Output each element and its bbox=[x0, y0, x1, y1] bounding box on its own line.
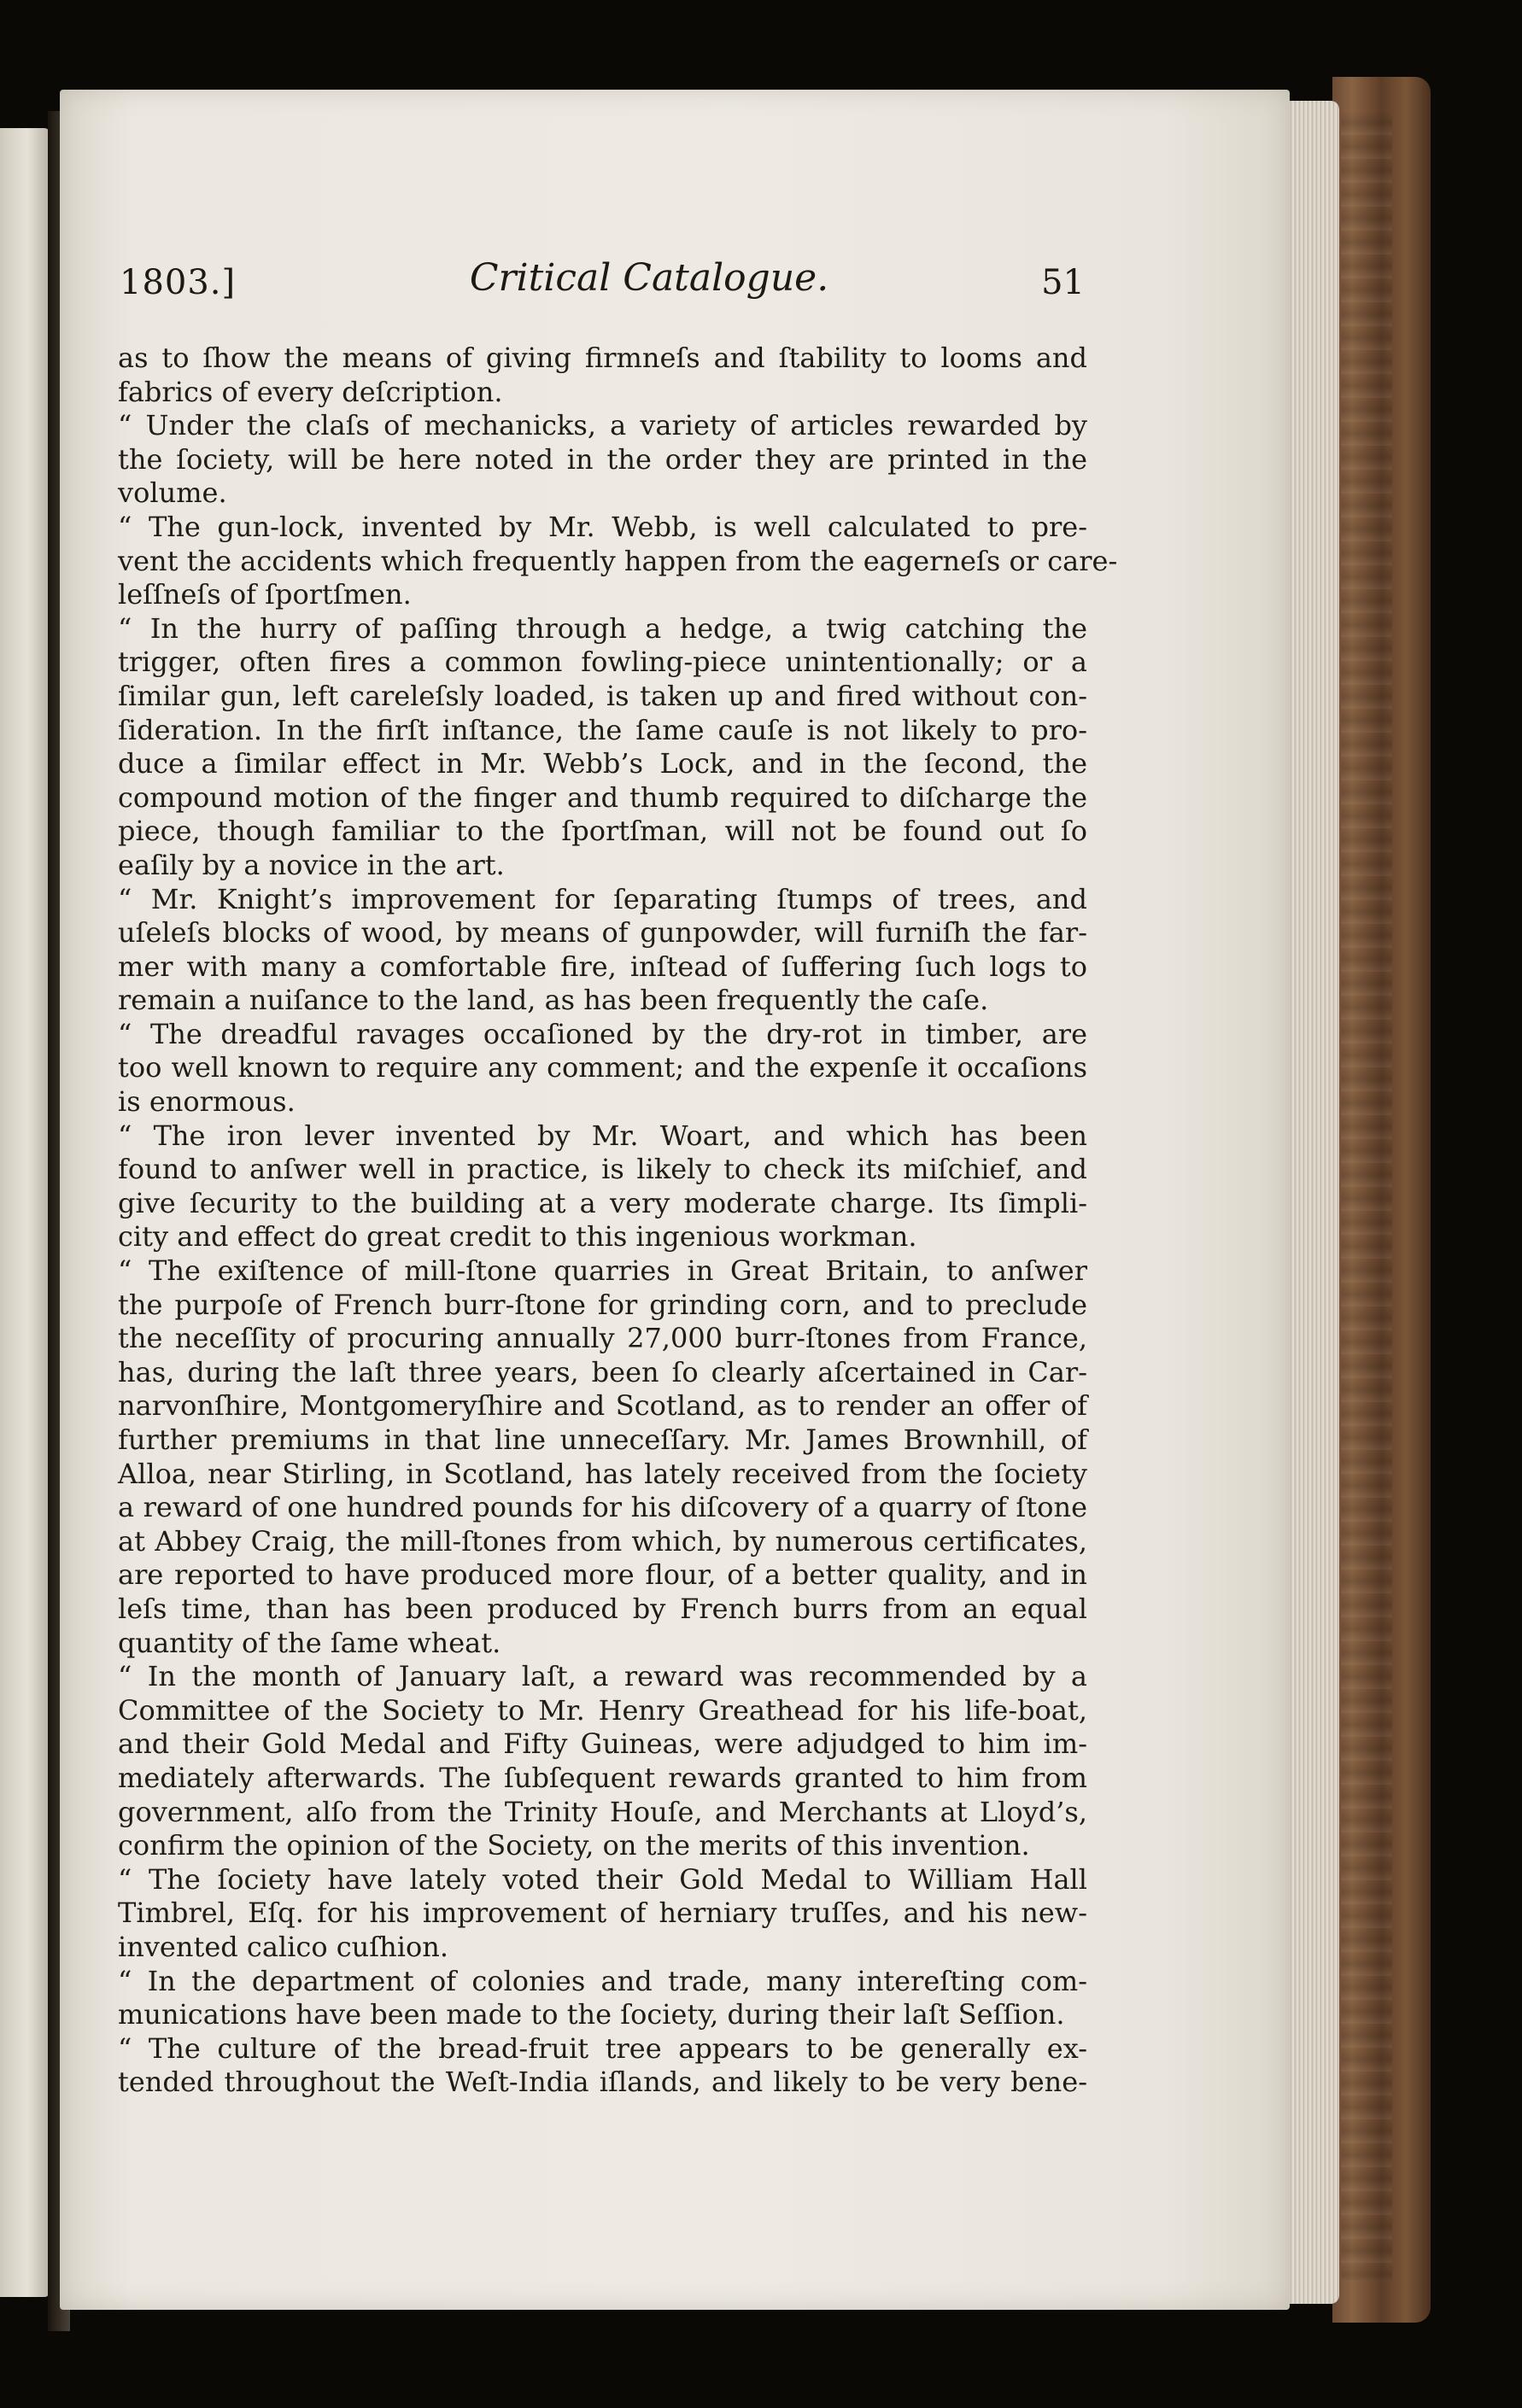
text-line: found to anſwer well in practice, is likely to check its miſchief, and bbox=[118, 1153, 1087, 1186]
text-line: government, alſo from the Trinity Houſe, and Merchants at Lloyd’s, bbox=[118, 1795, 1087, 1828]
text-line: invented calico cuſhion. bbox=[118, 1930, 449, 1963]
text-line: ſideration. In the firſt inſtance, the ſame cauſe is not likely to pro- bbox=[118, 713, 1087, 746]
text-line: volume. bbox=[118, 476, 227, 510]
text-line: fabrics of every deſcription. bbox=[118, 375, 503, 408]
left-page-edge bbox=[0, 128, 50, 2297]
text-line: Committee of the Society to Mr. Henry Greathead for his life-boat, bbox=[118, 1693, 1087, 1727]
running-head-title: Critical Catalogue. bbox=[469, 256, 829, 300]
text-line: city and effect do great credit to this ingenious workman. bbox=[118, 1220, 917, 1254]
text-line: “ The dreadful ravages occaſioned by the dry-rot in timber, are bbox=[118, 1017, 1087, 1050]
book-cover-edge bbox=[1332, 77, 1431, 2323]
text-line: “ The culture of the bread-fruit tree appears to be generally ex- bbox=[118, 2031, 1087, 2065]
text-line: vent the accidents which frequently happen from the eagerneſs or care- bbox=[118, 544, 1118, 577]
text-line: a reward of one hundred pounds for his diſcovery of a quarry of ſtone bbox=[118, 1491, 1087, 1524]
text-line: too well known to require any comment; and the expenſe it occaſions bbox=[118, 1051, 1087, 1084]
text-line: narvonſhire, Montgomeryſhire and Scotland, as to render an offer of bbox=[118, 1389, 1087, 1423]
text-line: “ The iron lever invented by Mr. Woart, and which has been bbox=[118, 1119, 1087, 1152]
body-text bbox=[118, 342, 1118, 2100]
text-line: confirm the opinion of the Society, on the merits of this invention. bbox=[118, 1829, 1030, 1862]
running-head-year: 1803.] bbox=[120, 263, 237, 302]
text-line: at Abbey Craig, the mill-ſtones from which, by numerous certificates, bbox=[118, 1524, 1087, 1558]
text-line: give ſecurity to the building at a very moderate charge. Its ſimpli- bbox=[118, 1186, 1087, 1219]
text-line: trigger, often fires a common fowling-piece unintentionally; or a bbox=[118, 646, 1087, 679]
text-line: the ſociety, will be here noted in the order they are printed in the bbox=[118, 442, 1087, 476]
text-line: the purpoſe of French burr-ſtone for grinding corn, and to preclude bbox=[118, 1288, 1087, 1321]
text-line: mediately afterwards. The ſubſequent rewards granted to him from bbox=[118, 1761, 1087, 1794]
text-line: tended throughout the Weſt-India iſlands, and likely to be very bene- bbox=[118, 2066, 1087, 2099]
text-line: “ The exiſtence of mill-ſtone quarries in Great Britain, to anſwer bbox=[118, 1254, 1087, 1288]
text-line: Alloa, near Stirling, in Scotland, has lately received from the ſociety bbox=[118, 1457, 1087, 1490]
text-line: compound motion of the finger and thumb required to diſcharge the bbox=[118, 780, 1087, 814]
text-line: eaſily by a novice in the art. bbox=[118, 848, 505, 881]
running-head bbox=[120, 256, 1085, 307]
text-line: leſs time, than has been produced by French burrs from an equal bbox=[118, 1592, 1087, 1625]
text-line: are reported to have produced more flour, of a better quality, and in bbox=[118, 1558, 1087, 1592]
text-line: “ The gun-lock, invented by Mr. Webb, is well calculated to pre- bbox=[118, 510, 1087, 543]
text-line: and their Gold Medal and Fifty Guineas, were adjudged to him im- bbox=[118, 1727, 1087, 1761]
text-line: “ Mr. Knight’s improvement for ſeparating ſtumps of trees, and bbox=[118, 882, 1087, 915]
text-line: uſeleſs blocks of wood, by means of gunpowder, will furniſh the far- bbox=[118, 916, 1087, 950]
text-line: “ In the hurry of paſſing through a hedge, a twig catching the bbox=[118, 611, 1087, 645]
text-line: “ Under the claſs of mechanicks, a variety of articles rewarded by bbox=[118, 409, 1087, 442]
page-number: 51 bbox=[1041, 263, 1085, 302]
text-line: “ In the department of colonies and trade, many intereſting com- bbox=[118, 1964, 1087, 1997]
text-line: remain a nuiſance to the land, as has been frequently the caſe. bbox=[118, 984, 989, 1017]
text-line: is enormous. bbox=[118, 1085, 296, 1119]
text-line: Timbrel, Eſq. for his improvement of herniary truſſes, and his new- bbox=[118, 1897, 1087, 1930]
text-line: “ In the month of January laſt, a reward was recommended by a bbox=[118, 1660, 1087, 1693]
text-line: quantity of the ſame wheat. bbox=[118, 1626, 501, 1659]
text-line: “ The ſociety have lately voted their Gold Medal to William Hall bbox=[118, 1862, 1087, 1896]
text-line: has, during the laſt three years, been ſo clearly aſcertained in Car- bbox=[118, 1355, 1087, 1388]
text-line: duce a ſimilar effect in Mr. Webb’s Lock, and in the ſecond, the bbox=[118, 747, 1087, 780]
text-line: ſimilar gun, left careleſsly loaded, is taken up and fired without con- bbox=[118, 679, 1087, 712]
text-line: mer with many a comfortable fire, inſtead of ſuffering ſuch logs to bbox=[118, 950, 1087, 983]
text-line: munications have been made to the ſociety, during their laſt Seſſion. bbox=[118, 1998, 1065, 2031]
text-line: the neceſſity of procuring annually 27,000 burr-ſtones from France, bbox=[118, 1322, 1087, 1355]
text-line: as to ſhow the means of giving firmneſs and ſtability to looms and bbox=[118, 342, 1087, 374]
text-line: piece, though familiar to the ſportſman, will not be found out ſo bbox=[118, 815, 1087, 848]
text-line: further premiums in that line unneceſſary. Mr. James Brownhill, of bbox=[118, 1423, 1087, 1456]
text-line: leſſneſs of ſportſmen. bbox=[118, 578, 412, 611]
